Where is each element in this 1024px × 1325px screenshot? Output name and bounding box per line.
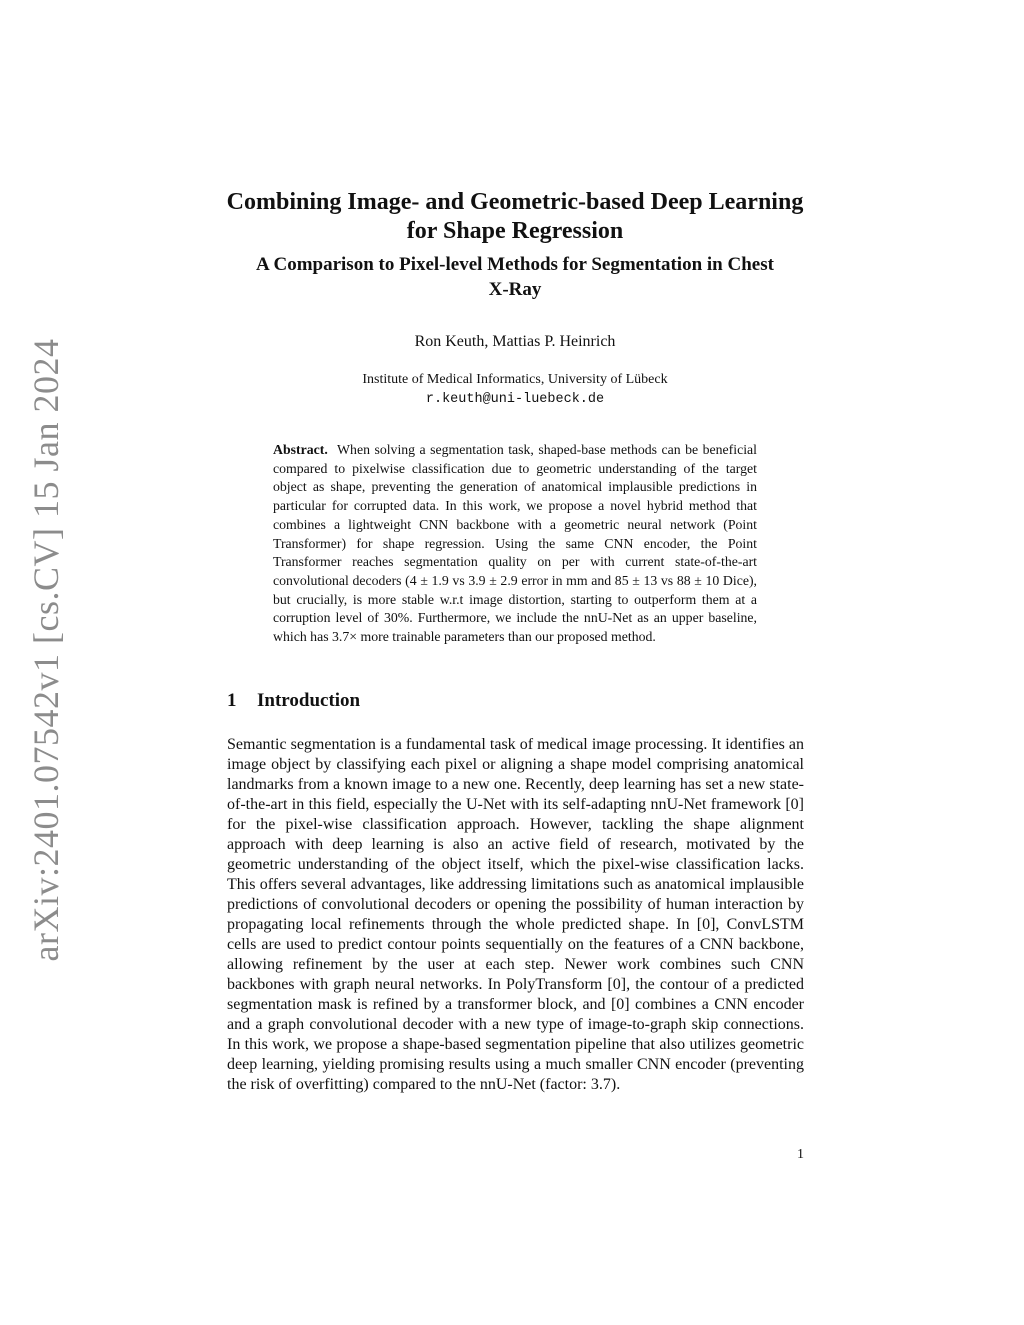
abstract: [273, 441, 757, 647]
section-number: 1: [227, 690, 237, 711]
affiliation: Institute of Medical Informatics, University of Lübeck: [362, 372, 668, 387]
paper-subtitle: [200, 252, 830, 302]
paper-subtitle-line-2: X-Ray: [488, 279, 542, 300]
authors: Ron Keuth, Mattias P. Heinrich: [414, 333, 616, 350]
abstract-label: Abstract.: [273, 442, 328, 457]
paper-title-line-1: Combining Image- and Geometric-based Deep Learning: [226, 189, 804, 215]
title-block: [200, 188, 830, 302]
affiliation-block: [200, 370, 830, 410]
paper-subtitle-line-1: A Comparison to Pixel-level Methods for Segmentation in Chest: [256, 254, 774, 275]
paper-title-line-2: for Shape Regression: [406, 218, 624, 244]
section-title: Introduction: [257, 690, 361, 711]
paper-title: [200, 188, 830, 246]
author-email: r.keuth@uni-luebeck.de: [425, 392, 605, 407]
introduction-paragraph: Semantic segmentation is a fundamental task of medical image processing. It identifies an image object by classifying each pixel or aligning a shape model comprising anatomical landmarks from a known image to a new one. Recently, deep learning has set a new state-of-the-art in this field, especially the U-Net with its self-adapting nnU-Net framework [0] for the pixel-wise classification approach. However, tackling the shape alignment approach with deep learning is also an active field of research, motivated by the geometric understanding of the object itself, which the pixel-wise classification lacks. This offers several advantages, like addressing limitations such as anatomical implausible predictions of convolutional decoders or opening the possibility of human interaction by propagating local refinements through the whole predicted shape. In [0], ConvLSTM cells are used to predict contour points sequentially on the features of a CNN backbone, allowing refinement by the user at each step. Newer work combines such CNN backbones with graph neural networks. In PolyTransform [0], the contour of a predicted segmentation mask is refined by a transformer block, and [0] combines a CNN encoder and a graph convolutional decoder with a new type of image-to-graph skip connections. In this work, we propose a shape-based segmentation pipeline that also utilizes geometric deep learning, yielding promising results using a much smaller CNN encoder (preventing the risk of overfitting) compared to the nnU-Net (factor: 3.7).: [227, 736, 804, 1093]
arxiv-identifier: arXiv:2401.07542v1 [cs.CV] 15 Jan 2024: [26, 338, 66, 962]
section-heading: [227, 690, 360, 712]
page-number: 1: [797, 1147, 804, 1162]
abstract-text: When solving a segmentation task, shaped-base methods can be beneficial compared to pixelwise classification due to geometric understanding of the target object as shape, preventing the generation of anatomical implausible predictions in particular for corrupted data. In this work, we propose a novel hybrid method that combines a lightweight CNN backbone with a geometric neural network (Point Transformer) for shape regression. Using the same CNN encoder, the Point Transformer reaches segmentation quality on per with current state-of-the-art convolutional decoders (4 ± 1.9 vs 3.9 ± 2.9 error in mm and 85 ± 13 vs 88 ± 10 Dice), but crucially, is more stable w.r.t image distortion, starting to outperform them at a corruption level of 30%. Furthermore, we include the nnU-Net as an upper baseline, which has 3.7× more trainable parameters than our proposed method.: [273, 442, 757, 645]
